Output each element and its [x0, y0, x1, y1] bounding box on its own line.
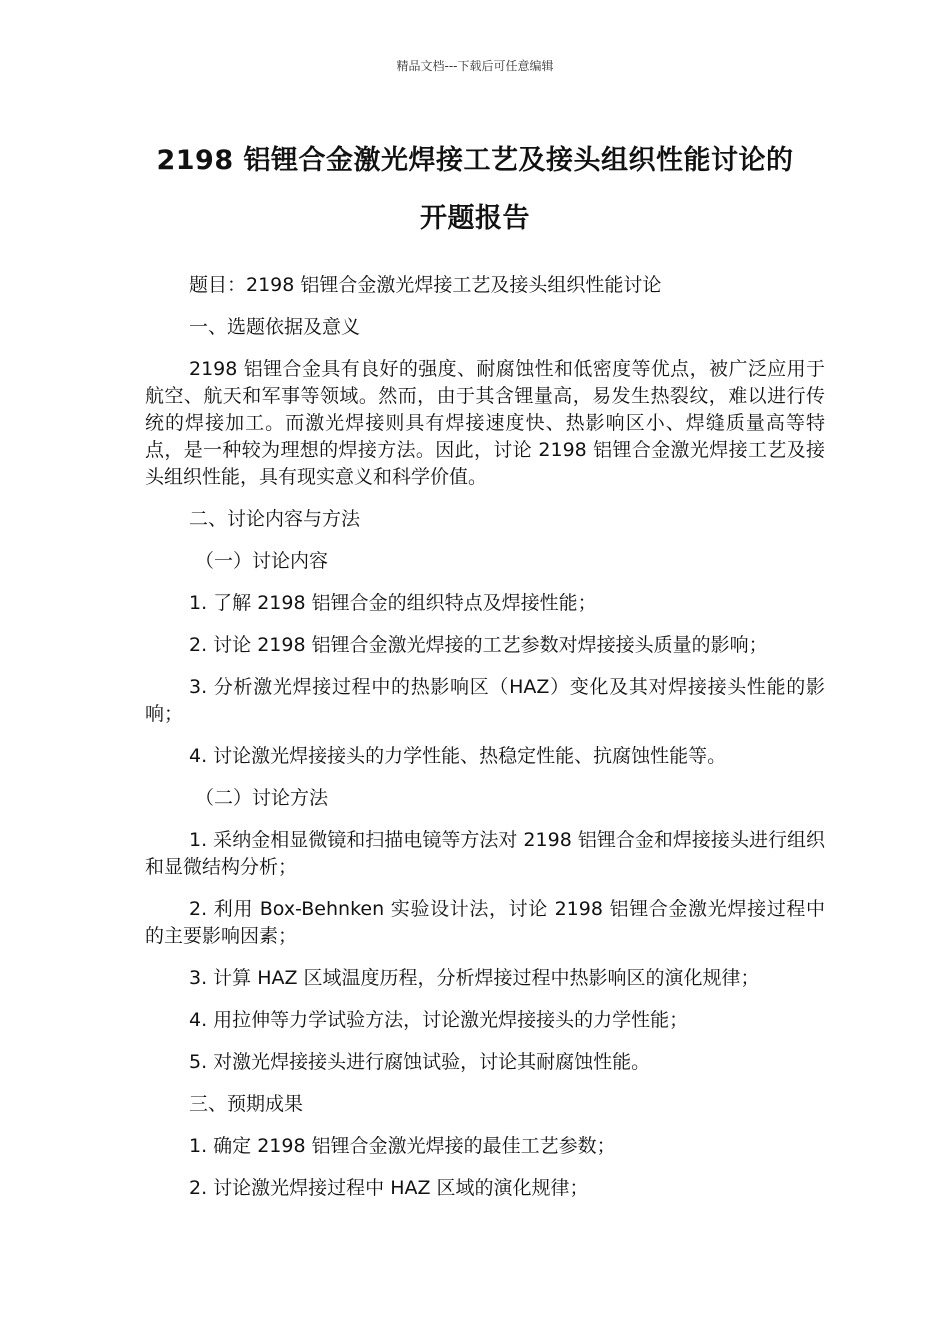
document-title-line-2: 开题报告 [420, 203, 530, 234]
section-heading-content-method: 二、讨论内容与方法 [189, 508, 361, 530]
header-note: 精品文档---下载后可任意编辑 [396, 59, 554, 73]
method-item-3: 3. 计算 HAZ 区域温度历程，分析焊接过程中热影响区的演化规律； [189, 967, 760, 989]
content-item-2: 2. 讨论 2198 铝锂合金激光焊接的工艺参数对焊接接头质量的影响； [189, 634, 768, 656]
document-body [145, 272, 825, 1217]
result-item-1: 1. 确定 2198 铝锂合金激光焊接的最佳工艺参数； [189, 1135, 616, 1157]
section-heading-basis: 一、选题依据及意义 [189, 316, 361, 338]
content-item-3: 3. 分析激光焊接过程中的热影响区（HAZ）变化及其对焊接接头性能的影响； [145, 676, 825, 725]
method-item-2: 2. 利用 Box-Behnken 实验设计法，讨论 2198 铝锂合金激光焊接过程中的主要影响因素； [145, 898, 825, 947]
method-item-1: 1. 采纳金相显微镜和扫描电镜等方法对 2198 铝锂合金和焊接接头进行组织和显微结构分析； [145, 829, 825, 878]
method-item-5: 5. 对激光焊接接头进行腐蚀试验，讨论其耐腐蚀性能。 [189, 1051, 651, 1073]
subheading-content: （一）讨论内容 [195, 550, 329, 572]
result-item-2: 2. 讨论激光焊接过程中 HAZ 区域的演化规律； [189, 1177, 589, 1199]
paragraph-basis: 2198 铝锂合金具有良好的强度、耐腐蚀性和低密度等优点，被广泛应用于航空、航天和军事等领域。然而，由于其含锂量高，易发生热裂纹，难以进行传统的焊接加工。而激光焊接则具有焊接速度快、热影响区小、焊缝质量高等特点，是一种较为理想的焊接方法。因此，讨论 2198 铝锂合金激光焊接工艺及接头组织性能，具有现实意义和科学价值。 [145, 358, 825, 488]
section-heading-results: 三、预期成果 [189, 1093, 304, 1115]
content-item-1: 1. 了解 2198 铝锂合金的组织特点及焊接性能； [189, 592, 597, 614]
topic-line: 题目：2198 铝锂合金激光焊接工艺及接头组织性能讨论 [189, 274, 662, 296]
document-title-line-1: 2198 铝锂合金激光焊接工艺及接头组织性能讨论的 [156, 145, 794, 176]
method-item-4: 4. 用拉伸等力学试验方法，讨论激光焊接接头的力学性能； [189, 1009, 689, 1031]
content-item-4: 4. 讨论激光焊接接头的力学性能、热稳定性能、抗腐蚀性能等。 [189, 745, 727, 767]
subheading-method: （二）讨论方法 [195, 787, 329, 809]
